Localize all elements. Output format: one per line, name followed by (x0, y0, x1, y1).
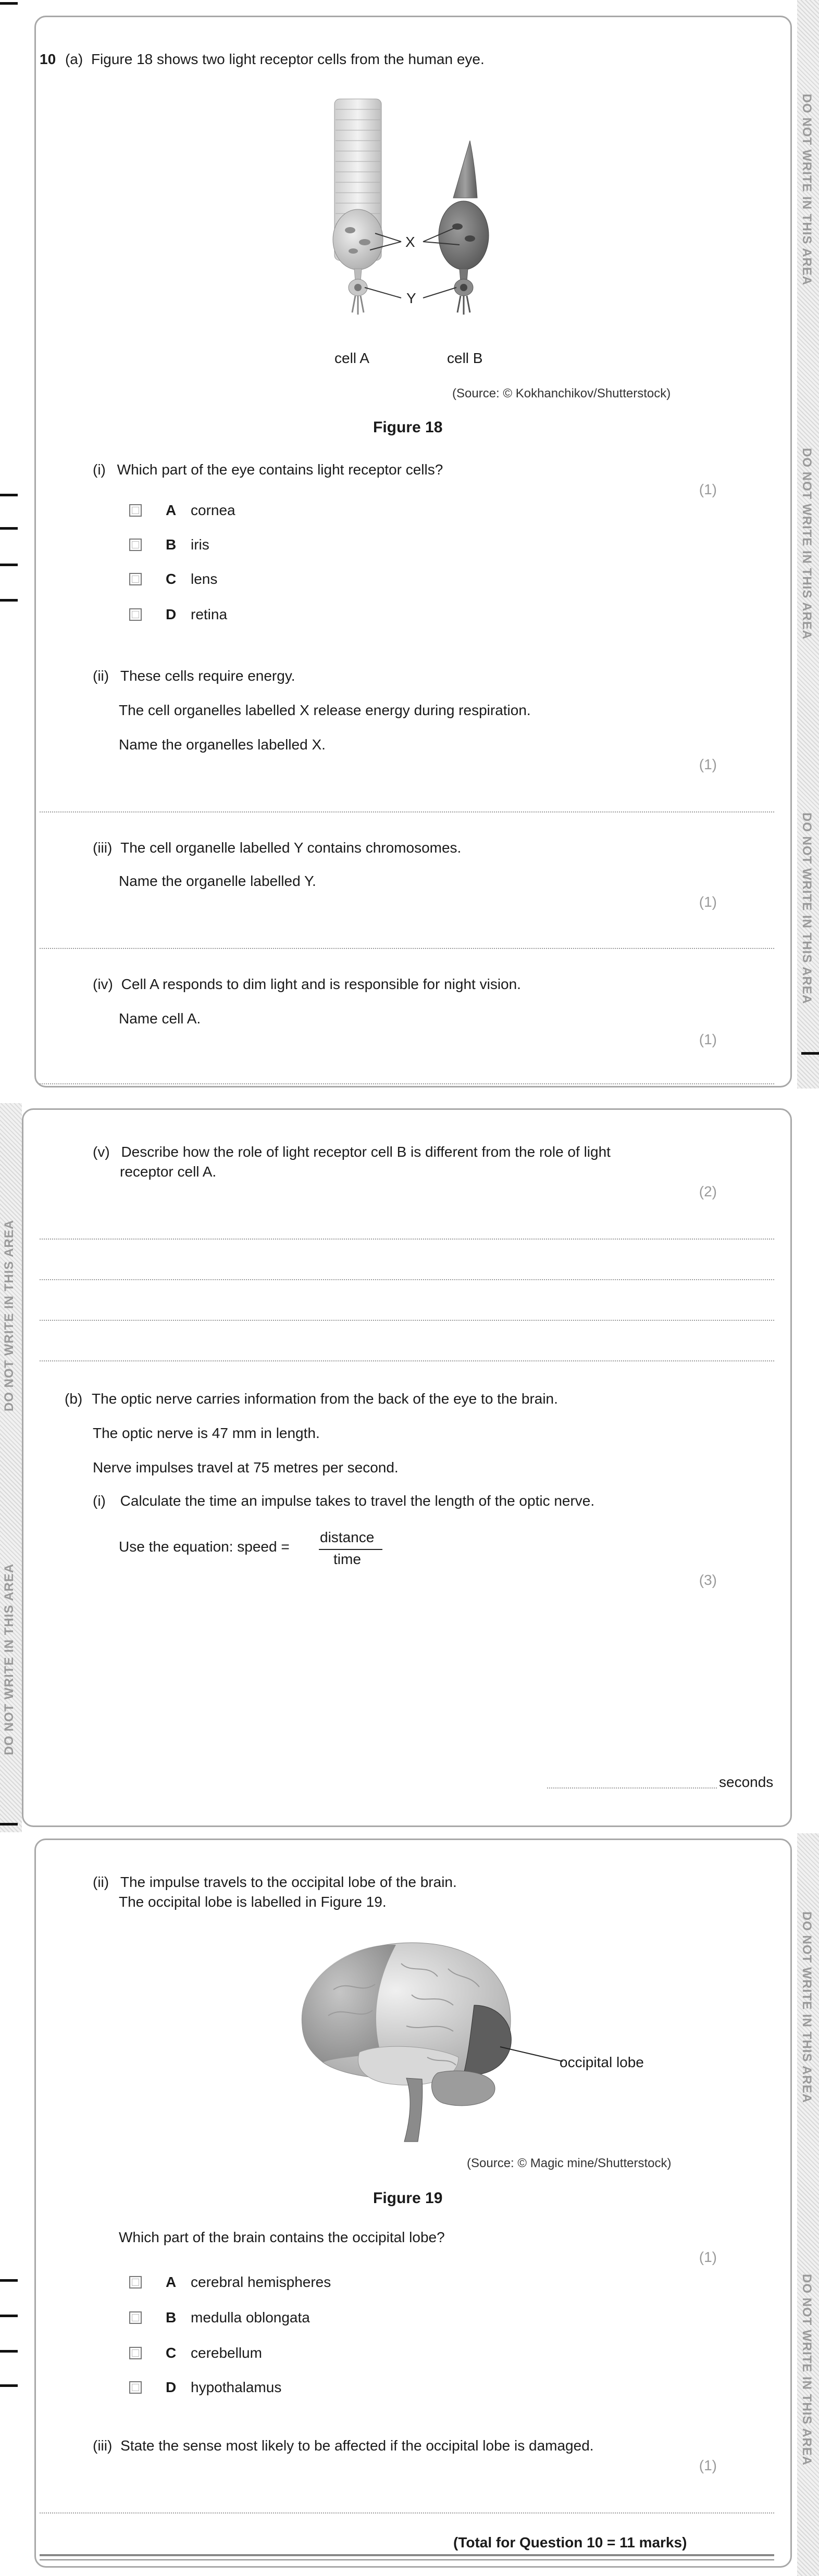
option-text: cornea (191, 502, 235, 518)
option-text: medulla oblongata (191, 2309, 310, 2325)
label-y: Y (406, 290, 416, 306)
question-text: These cells require energy. (120, 668, 295, 684)
answer-line-a-v[interactable] (40, 1239, 774, 1240)
alignment-mark (0, 527, 18, 530)
equation-prefix: Use the equation: speed = (119, 1539, 290, 1555)
alignment-mark (0, 2315, 18, 2317)
question-b-iii (93, 2437, 594, 2454)
answer-line-b-i[interactable] (547, 1787, 717, 1789)
part-label: (b) (65, 1391, 83, 1407)
cell-b-label: cell B (447, 350, 483, 366)
marks-b-i: (3) (699, 1572, 717, 1588)
margin-warning: DO NOT WRITE IN THIS AREA (800, 812, 814, 1005)
sub-number: (iii) (93, 840, 113, 856)
checkbox-b-ii-C[interactable] (129, 2347, 142, 2359)
answer-line-a-v[interactable] (40, 1320, 774, 1321)
checkbox-b-ii-D[interactable] (129, 2381, 142, 2394)
question-a-v (93, 1144, 611, 1160)
option-text: lens (191, 571, 218, 587)
answer-line-a-iii[interactable] (40, 948, 774, 949)
part-label: (a) (65, 51, 83, 67)
option-letter: D (166, 606, 177, 622)
figure-19-caption: Figure 19 (373, 2190, 443, 2207)
alignment-mark (0, 599, 18, 602)
question-a-i (93, 461, 443, 478)
alignment-mark (0, 494, 18, 496)
question-text: The optic nerve is 47 mm in length. (93, 1425, 320, 1441)
checkbox-a-i-C[interactable] (129, 573, 142, 585)
question-text: The cell organelle labelled Y contains chromosomes. (120, 840, 462, 856)
rod-cell-a (333, 99, 383, 315)
checkbox-a-i-A[interactable] (129, 504, 142, 517)
marks-b-ii: (1) (699, 2249, 717, 2265)
question-b-ii (93, 1874, 457, 1891)
question-number: 10 (40, 51, 56, 67)
marks-a-ii: (1) (699, 756, 717, 772)
question-a-ii (93, 668, 295, 684)
marks-a-v: (2) (699, 1183, 717, 1199)
figure-18-caption: Figure 18 (373, 419, 443, 436)
question-text: receptor cell A. (120, 1164, 217, 1180)
margin-warning: DO NOT WRITE IN THIS AREA (2, 1219, 16, 1411)
option-text: hypothalamus (191, 2379, 282, 2395)
sub-number: (i) (93, 461, 106, 478)
margin-warning: DO NOT WRITE IN THIS AREA (2, 1563, 16, 1755)
figure-19-brain (281, 1927, 573, 2146)
question-b (65, 1391, 558, 1407)
margin-warning: DO NOT WRITE IN THIS AREA (800, 448, 814, 640)
sub-number: (i) (93, 1493, 106, 1509)
sub-number: (v) (93, 1144, 110, 1160)
fraction-denominator: time (333, 1551, 361, 1567)
question-text: Describe how the role of light receptor cell B is different from the role of light (121, 1144, 611, 1160)
question-a-iii (93, 840, 461, 856)
alignment-mark (0, 564, 18, 566)
sub-number: (ii) (93, 668, 109, 684)
marks-a-iii: (1) (699, 894, 717, 910)
checkbox-b-ii-A[interactable] (129, 2276, 142, 2289)
question-text: Which part of the eye contains light receptor cells? (117, 461, 443, 478)
fraction-numerator: distance (320, 1529, 375, 1545)
answer-line-a-v[interactable] (40, 1279, 774, 1280)
question-text: Which part of the brain contains the occipital lobe? (119, 2229, 445, 2245)
marks-a-iv: (1) (699, 1031, 717, 1047)
question-text: Nerve impulses travel at 75 metres per second. (93, 1459, 399, 1475)
figure-19-source: (Source: © Magic mine/Shutterstock) (467, 2156, 672, 2170)
answer-line-a-iv[interactable] (40, 1083, 774, 1084)
question-text: The cell organelles labelled X release energy during respiration. (119, 702, 531, 718)
margin-warning: DO NOT WRITE IN THIS AREA (800, 1911, 814, 2104)
margin-warning: DO NOT WRITE IN THIS AREA (800, 2274, 814, 2466)
question-b-i (93, 1493, 594, 1509)
margin-warning: DO NOT WRITE IN THIS AREA (800, 94, 814, 286)
question-text: Name cell A. (119, 1010, 201, 1027)
total-rule (40, 2554, 774, 2556)
question-text: Name the organelles labelled X. (119, 736, 326, 753)
question-text: State the sense most likely to be affected if the occipital lobe is damaged. (120, 2437, 594, 2454)
question-text: Name the organelle labelled Y. (119, 873, 316, 889)
cone-cell-b (439, 141, 489, 315)
sub-number: (iv) (93, 976, 113, 992)
question-intro (40, 51, 485, 68)
question-a-iv (93, 976, 521, 993)
question-text: The impulse travels to the occipital lobe of the brain. (120, 1874, 457, 1890)
checkbox-b-ii-B[interactable] (129, 2311, 142, 2324)
figure-18-source: (Source: © Kokhanchikov/Shutterstock) (452, 386, 671, 401)
option-text: retina (191, 606, 228, 622)
intro-text: Figure 18 shows two light receptor cells from the human eye. (91, 51, 485, 67)
fraction-bar (319, 1549, 382, 1550)
answer-line-b-iii[interactable] (40, 2512, 774, 2514)
marks-a-i: (1) (699, 481, 717, 497)
option-text: iris (191, 536, 209, 553)
alignment-mark (0, 2279, 18, 2282)
alignment-mark (0, 2, 18, 5)
cell-a-label: cell A (334, 350, 369, 366)
answer-line-a-ii[interactable] (40, 811, 774, 812)
marks-b-iii: (1) (699, 2457, 717, 2473)
sub-number: (iii) (93, 2437, 113, 2454)
answer-line-a-v[interactable] (40, 1360, 774, 1361)
occipital-lobe-label: occipital lobe (560, 2054, 644, 2070)
option-text: cerebellum (191, 2345, 262, 2361)
option-letter: B (166, 536, 177, 553)
question-text: The optic nerve carries information from the back of the eye to the brain. (92, 1391, 558, 1407)
question-text: The occipital lobe is labelled in Figure 19. (119, 1894, 387, 1910)
question-text: Calculate the time an impulse takes to travel the length of the optic nerve. (120, 1493, 595, 1509)
option-text: cerebral hemispheres (191, 2274, 331, 2290)
option-letter: A (166, 502, 177, 518)
figure-18-receptor-cells (323, 94, 511, 349)
option-letter: B (166, 2309, 177, 2325)
option-letter: C (166, 571, 177, 587)
alignment-mark (0, 2384, 18, 2387)
checkbox-a-i-B[interactable] (129, 539, 142, 551)
checkbox-a-i-D[interactable] (129, 608, 142, 621)
alignment-mark (0, 2350, 18, 2353)
option-letter: A (166, 2274, 177, 2290)
label-x: X (405, 234, 415, 250)
alignment-mark (801, 1052, 819, 1055)
sub-number: (ii) (93, 1874, 109, 1890)
question-total: (Total for Question 10 = 11 marks) (453, 2534, 687, 2550)
answer-unit: seconds (719, 1774, 774, 1790)
question-text: Cell A responds to dim light and is responsible for night vision. (121, 976, 521, 992)
option-letter: C (166, 2345, 177, 2361)
option-letter: D (166, 2379, 177, 2395)
total-rule (40, 2559, 774, 2560)
alignment-mark (0, 1823, 18, 1825)
